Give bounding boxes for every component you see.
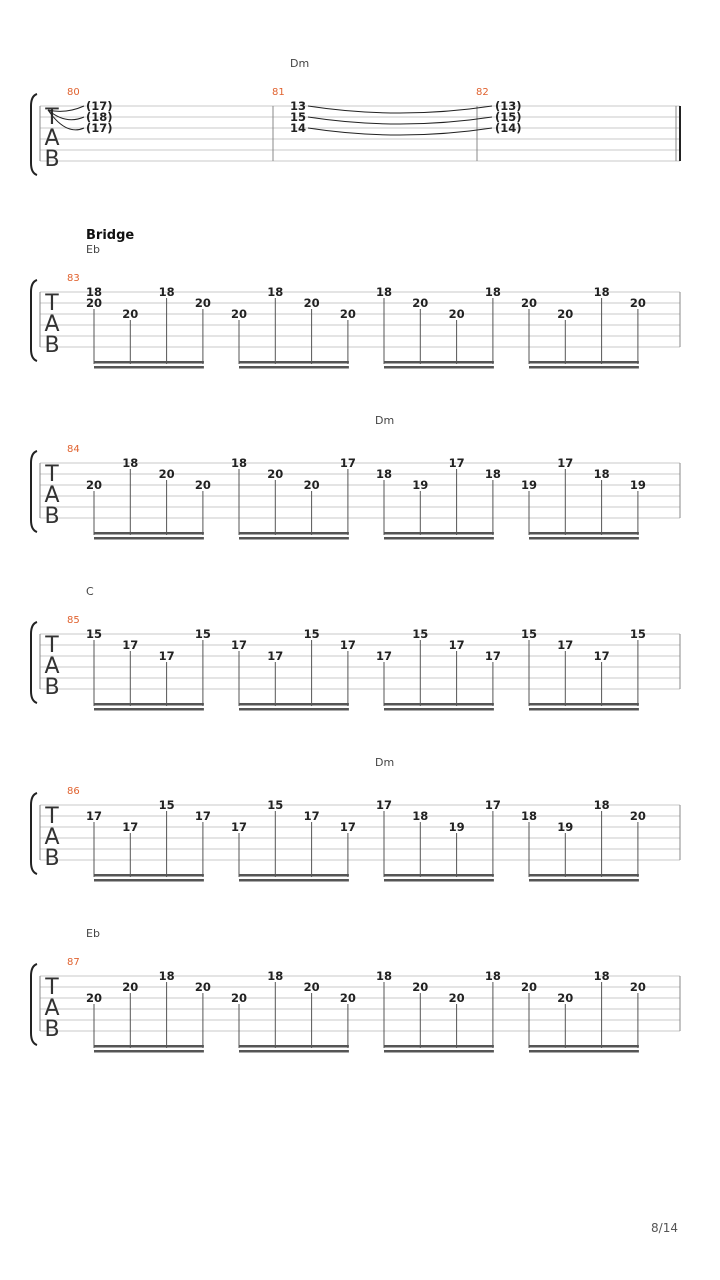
fret-number: 18 xyxy=(593,285,610,299)
tab-clef-letter: B xyxy=(44,675,60,700)
fret-number: 20 xyxy=(448,991,465,1005)
tab-clef-letter: A xyxy=(44,654,60,679)
beam-secondary xyxy=(239,879,349,882)
beam-secondary xyxy=(529,537,639,540)
fret-number: 15 xyxy=(290,110,307,124)
tab-clef-letter: T xyxy=(45,291,59,316)
beam-secondary xyxy=(239,1050,349,1053)
fret-number: 17 xyxy=(484,649,501,663)
beam-primary xyxy=(529,361,639,364)
fret-number: (15) xyxy=(495,110,522,124)
beam-secondary xyxy=(94,1050,204,1053)
fret-number: 18 xyxy=(375,969,393,983)
fret-number: 17 xyxy=(230,820,248,834)
beam-secondary xyxy=(239,366,349,369)
tab-system-86 xyxy=(31,756,680,882)
fret-number: 18 xyxy=(85,285,103,299)
measure-number: 87 xyxy=(67,957,80,968)
fret-number: 20 xyxy=(230,991,248,1005)
fret-number: 20 xyxy=(122,307,139,321)
tab-clef-letter: B xyxy=(44,504,60,529)
fret-number: 18 xyxy=(593,798,610,812)
chord-name: Dm xyxy=(375,756,395,769)
fret-number: 17 xyxy=(194,809,211,823)
measure-number: 83 xyxy=(67,273,80,284)
beam-primary xyxy=(384,703,494,706)
beam-secondary xyxy=(239,537,349,540)
fret-number: (14) xyxy=(495,121,522,135)
beam-primary xyxy=(239,874,349,877)
fret-number: 18 xyxy=(593,467,610,481)
fret-number: 15 xyxy=(520,627,538,641)
tab-clef-letter: A xyxy=(44,996,60,1021)
beam-secondary xyxy=(384,1050,494,1053)
tab-clef-letter: B xyxy=(44,846,60,871)
fret-number: 17 xyxy=(375,649,393,663)
fret-number: 19 xyxy=(557,820,574,834)
fret-number: 19 xyxy=(412,478,429,492)
fret-number: 20 xyxy=(557,307,574,321)
fret-number: 15 xyxy=(158,798,175,812)
fret-number: 19 xyxy=(448,820,465,834)
fret-number: 17 xyxy=(448,638,465,652)
fret-number: 17 xyxy=(375,798,393,812)
beam-primary xyxy=(239,532,349,535)
fret-number: 18 xyxy=(267,969,284,983)
fret-number: 17 xyxy=(122,638,139,652)
fret-number: 17 xyxy=(339,638,356,652)
fret-number: 18 xyxy=(412,809,429,823)
fret-number: (18) xyxy=(86,110,113,124)
fret-number: 17 xyxy=(339,456,356,470)
fret-number: 17 xyxy=(303,809,320,823)
fret-number: 17 xyxy=(339,820,356,834)
fret-number: 17 xyxy=(484,798,501,812)
fret-number: 20 xyxy=(194,296,211,310)
tie-curve xyxy=(308,106,492,113)
tab-clef-letter: T xyxy=(45,105,59,130)
fret-number: 14 xyxy=(290,121,307,135)
fret-number: 17 xyxy=(448,456,465,470)
beam-primary xyxy=(529,703,639,706)
system-bracket xyxy=(31,793,37,874)
beam-primary xyxy=(529,1045,639,1048)
fret-number: 20 xyxy=(158,467,175,481)
tie-curve xyxy=(308,117,492,124)
fret-number: 20 xyxy=(448,307,465,321)
tab-system-85 xyxy=(31,585,680,711)
measure-number: 80 xyxy=(67,87,80,98)
fret-number: 15 xyxy=(303,627,320,641)
fret-number: 19 xyxy=(629,478,646,492)
fret-number: 20 xyxy=(557,991,574,1005)
tab-system-84 xyxy=(31,414,680,540)
beam-primary xyxy=(94,874,204,877)
beam-secondary xyxy=(384,879,494,882)
system-bracket xyxy=(31,451,37,532)
fret-number: 18 xyxy=(230,456,248,470)
fret-number: 20 xyxy=(629,809,646,823)
measure-number: 84 xyxy=(67,444,80,455)
tab-system-87 xyxy=(31,927,680,1053)
measure-number: 85 xyxy=(67,615,80,626)
beam-primary xyxy=(239,361,349,364)
beam-primary xyxy=(384,532,494,535)
chord-name: Eb xyxy=(86,927,100,940)
beam-primary xyxy=(94,361,204,364)
tab-clef-letter: B xyxy=(44,147,60,172)
fret-number: 17 xyxy=(557,456,574,470)
beam-primary xyxy=(94,1045,204,1048)
fret-number: 18 xyxy=(158,969,175,983)
fret-number: 20 xyxy=(412,980,429,994)
tab-clef-letter: T xyxy=(45,633,59,658)
tab-clef-letter: A xyxy=(44,126,60,151)
beam-primary xyxy=(529,874,639,877)
fret-number: 15 xyxy=(629,627,646,641)
fret-number: 15 xyxy=(267,798,284,812)
beam-secondary xyxy=(384,537,494,540)
beam-secondary xyxy=(384,708,494,711)
fret-number: (13) xyxy=(495,99,522,113)
beam-secondary xyxy=(94,537,204,540)
chord-name: C xyxy=(86,585,94,598)
measure-number: 81 xyxy=(272,87,285,98)
fret-number: 20 xyxy=(194,478,211,492)
fret-number: 20 xyxy=(339,991,356,1005)
fret-number: 17 xyxy=(557,638,574,652)
measure-number: 82 xyxy=(476,87,489,98)
beam-primary xyxy=(239,1045,349,1048)
section-label: Bridge xyxy=(86,228,135,243)
fret-number: 15 xyxy=(412,627,429,641)
fret-number: 17 xyxy=(267,649,284,663)
fret-number: 18 xyxy=(267,285,284,299)
fret-number: 20 xyxy=(339,307,356,321)
beam-primary xyxy=(384,874,494,877)
tab-clef-letter: A xyxy=(44,825,60,850)
beam-secondary xyxy=(529,708,639,711)
tab-clef-letter: T xyxy=(45,975,59,1000)
fret-number: 17 xyxy=(122,820,139,834)
system-bracket xyxy=(31,622,37,703)
fret-number: 20 xyxy=(303,296,320,310)
tab-clef-letter: A xyxy=(44,483,60,508)
fret-number: 20 xyxy=(303,478,320,492)
beam-primary xyxy=(239,703,349,706)
fret-number: 17 xyxy=(158,649,175,663)
fret-number: 18 xyxy=(484,467,501,481)
fret-number: 20 xyxy=(303,980,320,994)
tab-clef-letter: T xyxy=(45,462,59,487)
fret-number: (17) xyxy=(86,99,113,113)
tab-clef-letter: T xyxy=(45,804,59,829)
beam-secondary xyxy=(529,879,639,882)
beam-secondary xyxy=(529,366,639,369)
fret-number: 18 xyxy=(158,285,175,299)
chord-name: Dm xyxy=(375,414,395,427)
beam-secondary xyxy=(529,1050,639,1053)
fret-number: 20 xyxy=(194,980,211,994)
fret-number: 20 xyxy=(629,296,646,310)
fret-number: 20 xyxy=(85,296,103,310)
fret-number: 17 xyxy=(85,809,103,823)
fret-number: 17 xyxy=(230,638,248,652)
beam-secondary xyxy=(384,366,494,369)
fret-number: 18 xyxy=(484,969,501,983)
fret-number: 18 xyxy=(520,809,538,823)
fret-number: 20 xyxy=(267,467,284,481)
beam-secondary xyxy=(94,879,204,882)
beam-primary xyxy=(384,361,494,364)
system-bracket xyxy=(31,94,37,175)
page-number: 8/14 xyxy=(651,1221,678,1235)
tab-system-83 xyxy=(31,228,680,369)
beam-primary xyxy=(94,532,204,535)
fret-number: 18 xyxy=(375,467,393,481)
tab-clef-letter: B xyxy=(44,1017,60,1042)
beam-primary xyxy=(384,1045,494,1048)
fret-number: 20 xyxy=(412,296,429,310)
system-bracket xyxy=(31,964,37,1045)
fret-number: 18 xyxy=(122,456,139,470)
fret-number: 20 xyxy=(520,296,538,310)
fret-number: 20 xyxy=(629,980,646,994)
fret-number: 17 xyxy=(593,649,610,663)
fret-number: 18 xyxy=(593,969,610,983)
chord-name: Dm xyxy=(290,57,310,70)
fret-number: 20 xyxy=(85,991,103,1005)
fret-number: 13 xyxy=(290,99,307,113)
tab-system-80 xyxy=(31,57,680,175)
tie-curve xyxy=(308,128,492,135)
tab-clef-letter: B xyxy=(44,333,60,358)
fret-number: 20 xyxy=(230,307,248,321)
fret-number: 20 xyxy=(122,980,139,994)
measure-number: 86 xyxy=(67,786,80,797)
fret-number: 20 xyxy=(520,980,538,994)
beam-primary xyxy=(94,703,204,706)
system-bracket xyxy=(31,280,37,361)
fret-number: 15 xyxy=(85,627,103,641)
beam-primary xyxy=(529,532,639,535)
fret-number: 18 xyxy=(484,285,501,299)
chord-name: Eb xyxy=(86,243,100,256)
beam-secondary xyxy=(239,708,349,711)
fret-number: 19 xyxy=(520,478,538,492)
fret-number: 18 xyxy=(375,285,393,299)
fret-number: 15 xyxy=(194,627,211,641)
fret-number: (17) xyxy=(86,121,113,135)
beam-secondary xyxy=(94,708,204,711)
fret-number: 20 xyxy=(85,478,103,492)
beam-secondary xyxy=(94,366,204,369)
tab-clef-letter: A xyxy=(44,312,60,337)
